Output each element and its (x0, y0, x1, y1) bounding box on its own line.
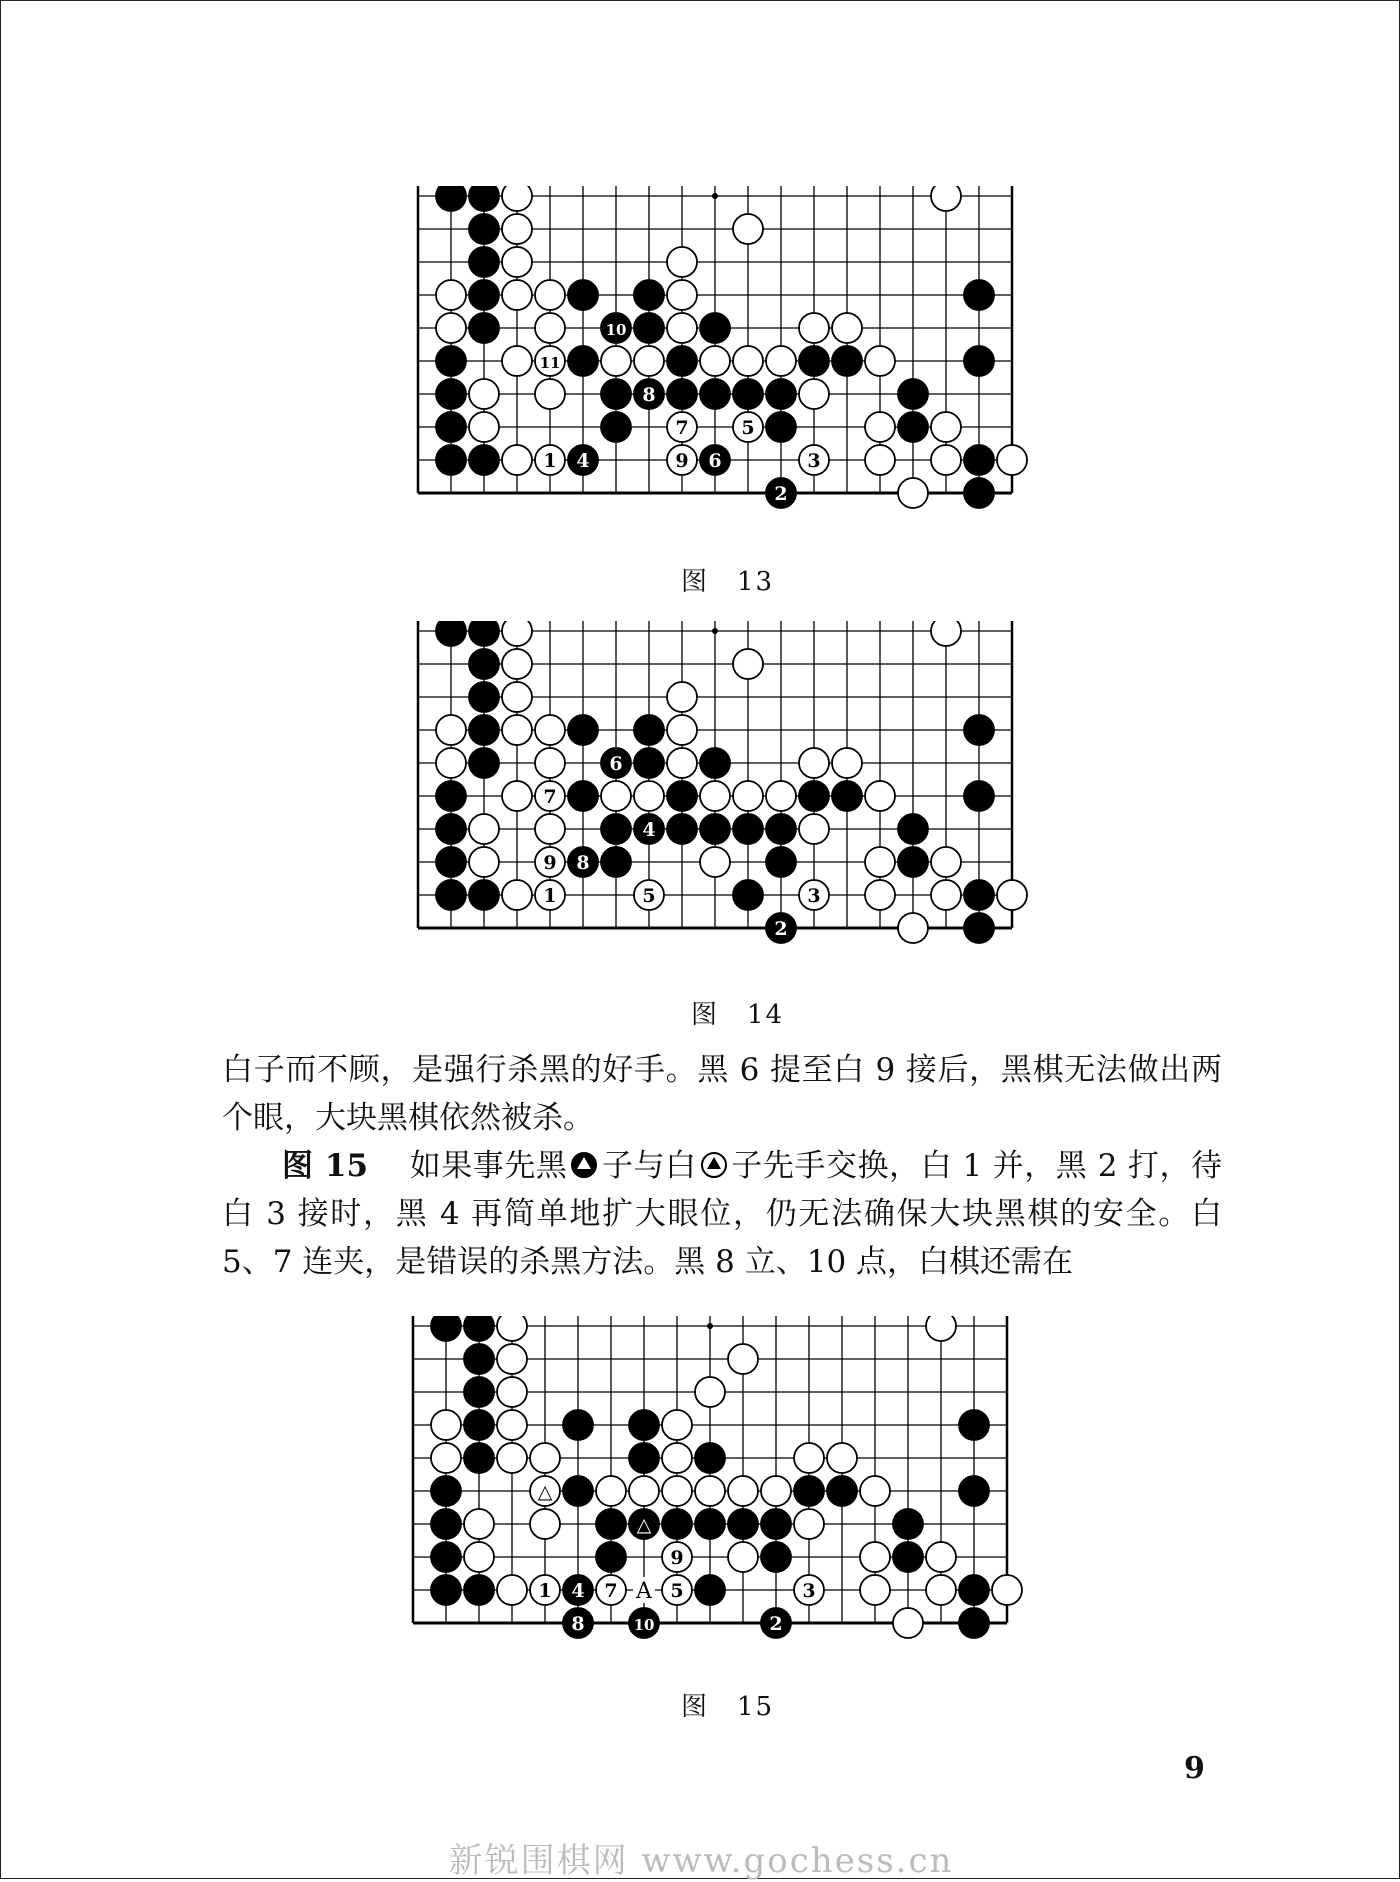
white-stone (733, 649, 763, 679)
black-stone (898, 379, 928, 409)
black-stone (436, 445, 466, 475)
black-stone (832, 781, 862, 811)
black-stone (469, 280, 499, 310)
white-stone (629, 1476, 659, 1506)
black-stone (601, 379, 631, 409)
black-stone (766, 379, 796, 409)
page-number: 9 (1184, 1751, 1205, 1786)
white-stone (667, 682, 697, 712)
white-stone (865, 781, 895, 811)
point-letter-label: A (636, 1579, 652, 1604)
black-stone (667, 379, 697, 409)
white-stone (535, 814, 565, 844)
white-stone (667, 748, 697, 778)
white-stone (799, 313, 829, 343)
black-stone (464, 1443, 494, 1473)
white-stone (860, 1575, 890, 1605)
black-stone (436, 814, 466, 844)
white-stone (926, 1542, 956, 1572)
black-stone (964, 880, 994, 910)
paragraph-2 (222, 1142, 1222, 1286)
black-stone (964, 715, 994, 745)
white-stone (832, 313, 862, 343)
white-stone (700, 781, 730, 811)
black-stone (601, 847, 631, 877)
white-stone (700, 346, 730, 376)
white-stone (926, 1316, 956, 1341)
figure-caption-15 (681, 1686, 774, 1723)
go-diagram-fig15 (401, 1316, 1066, 1696)
move-number-label: 5 (642, 885, 656, 907)
paragraph-2-text-a: 如果事先黑 (409, 1148, 568, 1184)
white-stone (667, 715, 697, 745)
white-stone (502, 781, 532, 811)
white-stone (502, 186, 532, 211)
move-number-label: 11 (539, 354, 561, 372)
move-number-label: 7 (543, 786, 557, 808)
black-stone (898, 847, 928, 877)
black-stone (964, 478, 994, 508)
white-stone (728, 1344, 758, 1374)
black-stone (431, 1542, 461, 1572)
move-number-label: 6 (736, 1547, 750, 1569)
move-number-label: 5 (741, 417, 755, 439)
white-stone (667, 313, 697, 343)
black-stone (464, 1316, 494, 1341)
black-stone (469, 214, 499, 244)
black-stone (568, 781, 598, 811)
black-stone (799, 346, 829, 376)
white-stone (469, 847, 499, 877)
black-stone (964, 346, 994, 376)
white-stone (502, 280, 532, 310)
black-stone (832, 346, 862, 376)
black-stone (700, 748, 730, 778)
move-number-label: 1 (543, 885, 557, 907)
white-stone (992, 1575, 1022, 1605)
white-stone (997, 445, 1027, 475)
black-stone (436, 346, 466, 376)
star-point (707, 1323, 713, 1329)
black-stone (629, 1410, 659, 1440)
move-number-label: 4 (642, 819, 656, 841)
black-stone (893, 1542, 923, 1572)
black-stone (964, 280, 994, 310)
white-stone (497, 1410, 527, 1440)
white-stone (695, 1377, 725, 1407)
white-stone (931, 621, 961, 646)
black-stone (431, 1509, 461, 1539)
black-stone (700, 313, 730, 343)
white-stone (662, 1476, 692, 1506)
black-stone (436, 412, 466, 442)
caption-number: 15 (737, 1692, 775, 1722)
black-stone (629, 1443, 659, 1473)
move-number-label: 7 (675, 417, 689, 439)
white-stone (761, 1476, 791, 1506)
move-number-label: 2 (774, 918, 788, 940)
move-number-label: 1 (538, 1580, 552, 1602)
white-stone (502, 880, 532, 910)
white-stone (865, 346, 895, 376)
white-stone (766, 346, 796, 376)
black-stone (469, 247, 499, 277)
white-stone (794, 1509, 824, 1539)
black-stone (464, 1410, 494, 1440)
black-stone (761, 1509, 791, 1539)
white-stone (469, 814, 499, 844)
black-stone (436, 880, 466, 910)
black-stone (700, 379, 730, 409)
black-stone (964, 445, 994, 475)
go-diagram-fig13 (406, 186, 1071, 526)
caption-number: 14 (747, 1000, 785, 1030)
black-stone (469, 313, 499, 343)
white-stone (799, 379, 829, 409)
move-number-label: 4 (576, 450, 590, 472)
black-stone (436, 186, 466, 211)
black-stone (733, 379, 763, 409)
white-stone (893, 1608, 923, 1638)
white-stone (898, 913, 928, 943)
black-stone (959, 1608, 989, 1638)
figure-reference: 图 15 (282, 1148, 369, 1184)
black-triangle-stone-icon (571, 1152, 597, 1178)
black-stone (469, 880, 499, 910)
white-stone (469, 412, 499, 442)
white-stone (502, 247, 532, 277)
black-stone (596, 1542, 626, 1572)
black-stone (469, 621, 499, 646)
white-stone (497, 1344, 527, 1374)
white-stone (662, 1443, 692, 1473)
black-stone (695, 1443, 725, 1473)
white-stone (931, 445, 961, 475)
black-stone (695, 1509, 725, 1539)
move-number-label: 10 (605, 321, 627, 339)
move-number-label: 8 (571, 1613, 585, 1635)
black-stone (695, 1575, 725, 1605)
black-stone (469, 186, 499, 211)
black-stone (634, 715, 664, 745)
black-stone (898, 814, 928, 844)
black-stone (469, 748, 499, 778)
white-stone (865, 880, 895, 910)
black-stone (964, 913, 994, 943)
white-stone (728, 1476, 758, 1506)
black-stone (667, 781, 697, 811)
white-stone (794, 1443, 824, 1473)
white-stone (799, 748, 829, 778)
figure-caption-13 (681, 561, 774, 598)
black-stone (464, 1344, 494, 1374)
paragraph-2-text-b: 子与白 (601, 1148, 697, 1184)
white-stone (601, 346, 631, 376)
black-stone (469, 715, 499, 745)
move-number-label: 8 (642, 384, 656, 406)
white-stone (535, 715, 565, 745)
white-stone (497, 1316, 527, 1341)
white-triangle-stone-icon (701, 1152, 727, 1178)
black-stone (634, 748, 664, 778)
go-diagram-fig14 (406, 621, 1071, 961)
watermark: 新锐围棋网 www.gochess.cn (448, 1841, 954, 1881)
move-number-label: 9 (543, 852, 557, 874)
white-stone (865, 412, 895, 442)
white-stone (502, 621, 532, 646)
black-stone (898, 412, 928, 442)
white-stone (535, 280, 565, 310)
black-stone (634, 313, 664, 343)
black-stone (964, 781, 994, 811)
black-stone (464, 1377, 494, 1407)
white-stone (832, 748, 862, 778)
white-stone (733, 214, 763, 244)
black-stone (469, 649, 499, 679)
black-stone (601, 814, 631, 844)
black-stone (733, 814, 763, 844)
move-number-label: 9 (675, 450, 689, 472)
black-stone (469, 682, 499, 712)
white-stone (497, 1443, 527, 1473)
white-stone (497, 1575, 527, 1605)
white-stone (535, 748, 565, 778)
black-stone (799, 781, 829, 811)
black-stone (436, 621, 466, 646)
black-stone (766, 814, 796, 844)
move-number-label: 7 (604, 1580, 618, 1602)
white-stone (662, 1410, 692, 1440)
white-stone (926, 1575, 956, 1605)
white-stone (464, 1509, 494, 1539)
white-stone (431, 1443, 461, 1473)
black-stone (431, 1316, 461, 1341)
white-stone (436, 748, 466, 778)
white-stone (535, 313, 565, 343)
white-stone (865, 847, 895, 877)
white-stone (634, 781, 664, 811)
black-stone (596, 1509, 626, 1539)
black-stone (766, 847, 796, 877)
black-stone (431, 1575, 461, 1605)
black-stone (563, 1476, 593, 1506)
black-stone (733, 880, 763, 910)
white-stone (733, 781, 763, 811)
black-stone (728, 1509, 758, 1539)
white-stone (530, 1509, 560, 1539)
move-number-label: 10 (633, 1616, 655, 1634)
black-stone (436, 781, 466, 811)
caption-label: 图 (681, 567, 710, 597)
move-number-label: 6 (708, 450, 722, 472)
move-number-label: 6 (609, 753, 623, 775)
white-stone (502, 649, 532, 679)
white-stone (766, 781, 796, 811)
black-stone (662, 1509, 692, 1539)
black-stone (959, 1575, 989, 1605)
black-stone (568, 280, 598, 310)
white-stone (601, 781, 631, 811)
black-stone (568, 346, 598, 376)
white-stone (469, 379, 499, 409)
star-point (712, 628, 718, 634)
white-stone (436, 280, 466, 310)
black-stone (893, 1509, 923, 1539)
white-stone (695, 1476, 725, 1506)
move-number-label: 2 (774, 483, 788, 505)
white-stone (634, 346, 664, 376)
move-number-label: △ (537, 1481, 553, 1503)
white-stone (997, 880, 1027, 910)
white-stone (860, 1542, 890, 1572)
black-stone (761, 1542, 791, 1572)
black-stone (700, 814, 730, 844)
move-number-label: △ (636, 1514, 652, 1536)
white-stone (535, 379, 565, 409)
white-stone (700, 847, 730, 877)
white-stone (931, 186, 961, 211)
move-number-label: 3 (807, 450, 821, 472)
white-stone (497, 1377, 527, 1407)
figure-caption-14 (691, 994, 784, 1031)
white-stone (931, 880, 961, 910)
white-stone (502, 445, 532, 475)
black-stone (563, 1410, 593, 1440)
black-stone (436, 847, 466, 877)
black-stone (469, 445, 499, 475)
caption-number: 13 (737, 567, 775, 597)
white-stone (530, 1443, 560, 1473)
move-number-label: 9 (670, 1547, 684, 1569)
move-number-label: 3 (807, 885, 821, 907)
black-stone (601, 412, 631, 442)
caption-label: 图 (681, 1692, 710, 1722)
black-stone (959, 1476, 989, 1506)
black-stone (827, 1476, 857, 1506)
white-stone (865, 445, 895, 475)
white-stone (860, 1476, 890, 1506)
white-stone (931, 847, 961, 877)
black-stone (431, 1476, 461, 1506)
white-stone (502, 715, 532, 745)
move-number-label: 5 (670, 1580, 684, 1602)
black-stone (464, 1575, 494, 1605)
white-stone (898, 478, 928, 508)
black-stone (436, 379, 466, 409)
move-number-label: 4 (571, 1580, 585, 1602)
black-stone (766, 412, 796, 442)
white-stone (596, 1476, 626, 1506)
move-number-label: 1 (543, 450, 557, 472)
white-stone (436, 313, 466, 343)
white-stone (436, 715, 466, 745)
star-point (712, 193, 718, 199)
white-stone (799, 814, 829, 844)
black-stone (634, 280, 664, 310)
black-stone (959, 1410, 989, 1440)
white-stone (464, 1542, 494, 1572)
move-number-label: 3 (802, 1580, 816, 1602)
white-stone (502, 346, 532, 376)
white-stone (931, 412, 961, 442)
paragraph-1: 白子而不顾，是强行杀黑的好手。黑 6 提至白 9 接后，黑棋无法做出两个眼，大块黑棋依然被杀。 (222, 1052, 1222, 1136)
white-stone (431, 1410, 461, 1440)
white-stone (667, 280, 697, 310)
white-stone (827, 1443, 857, 1473)
black-stone (667, 814, 697, 844)
white-stone (502, 682, 532, 712)
white-stone (733, 346, 763, 376)
black-stone (794, 1476, 824, 1506)
black-stone (667, 346, 697, 376)
move-number-label: 2 (769, 1613, 783, 1635)
white-stone (667, 247, 697, 277)
black-stone (568, 715, 598, 745)
move-number-label: 8 (576, 852, 590, 874)
white-stone (502, 214, 532, 244)
paragraph-2-text-c: 子先手交换，白 1 并，黑 2 打，待白 3 接时，黑 4 再简单地扩大眼位，仍无法确保大块黑棋的安全。白 5、7 连夹，是错误的杀黑方法。黑 8 立、10 点，白棋还需在 (222, 1148, 1223, 1280)
caption-label: 图 (691, 1000, 720, 1030)
